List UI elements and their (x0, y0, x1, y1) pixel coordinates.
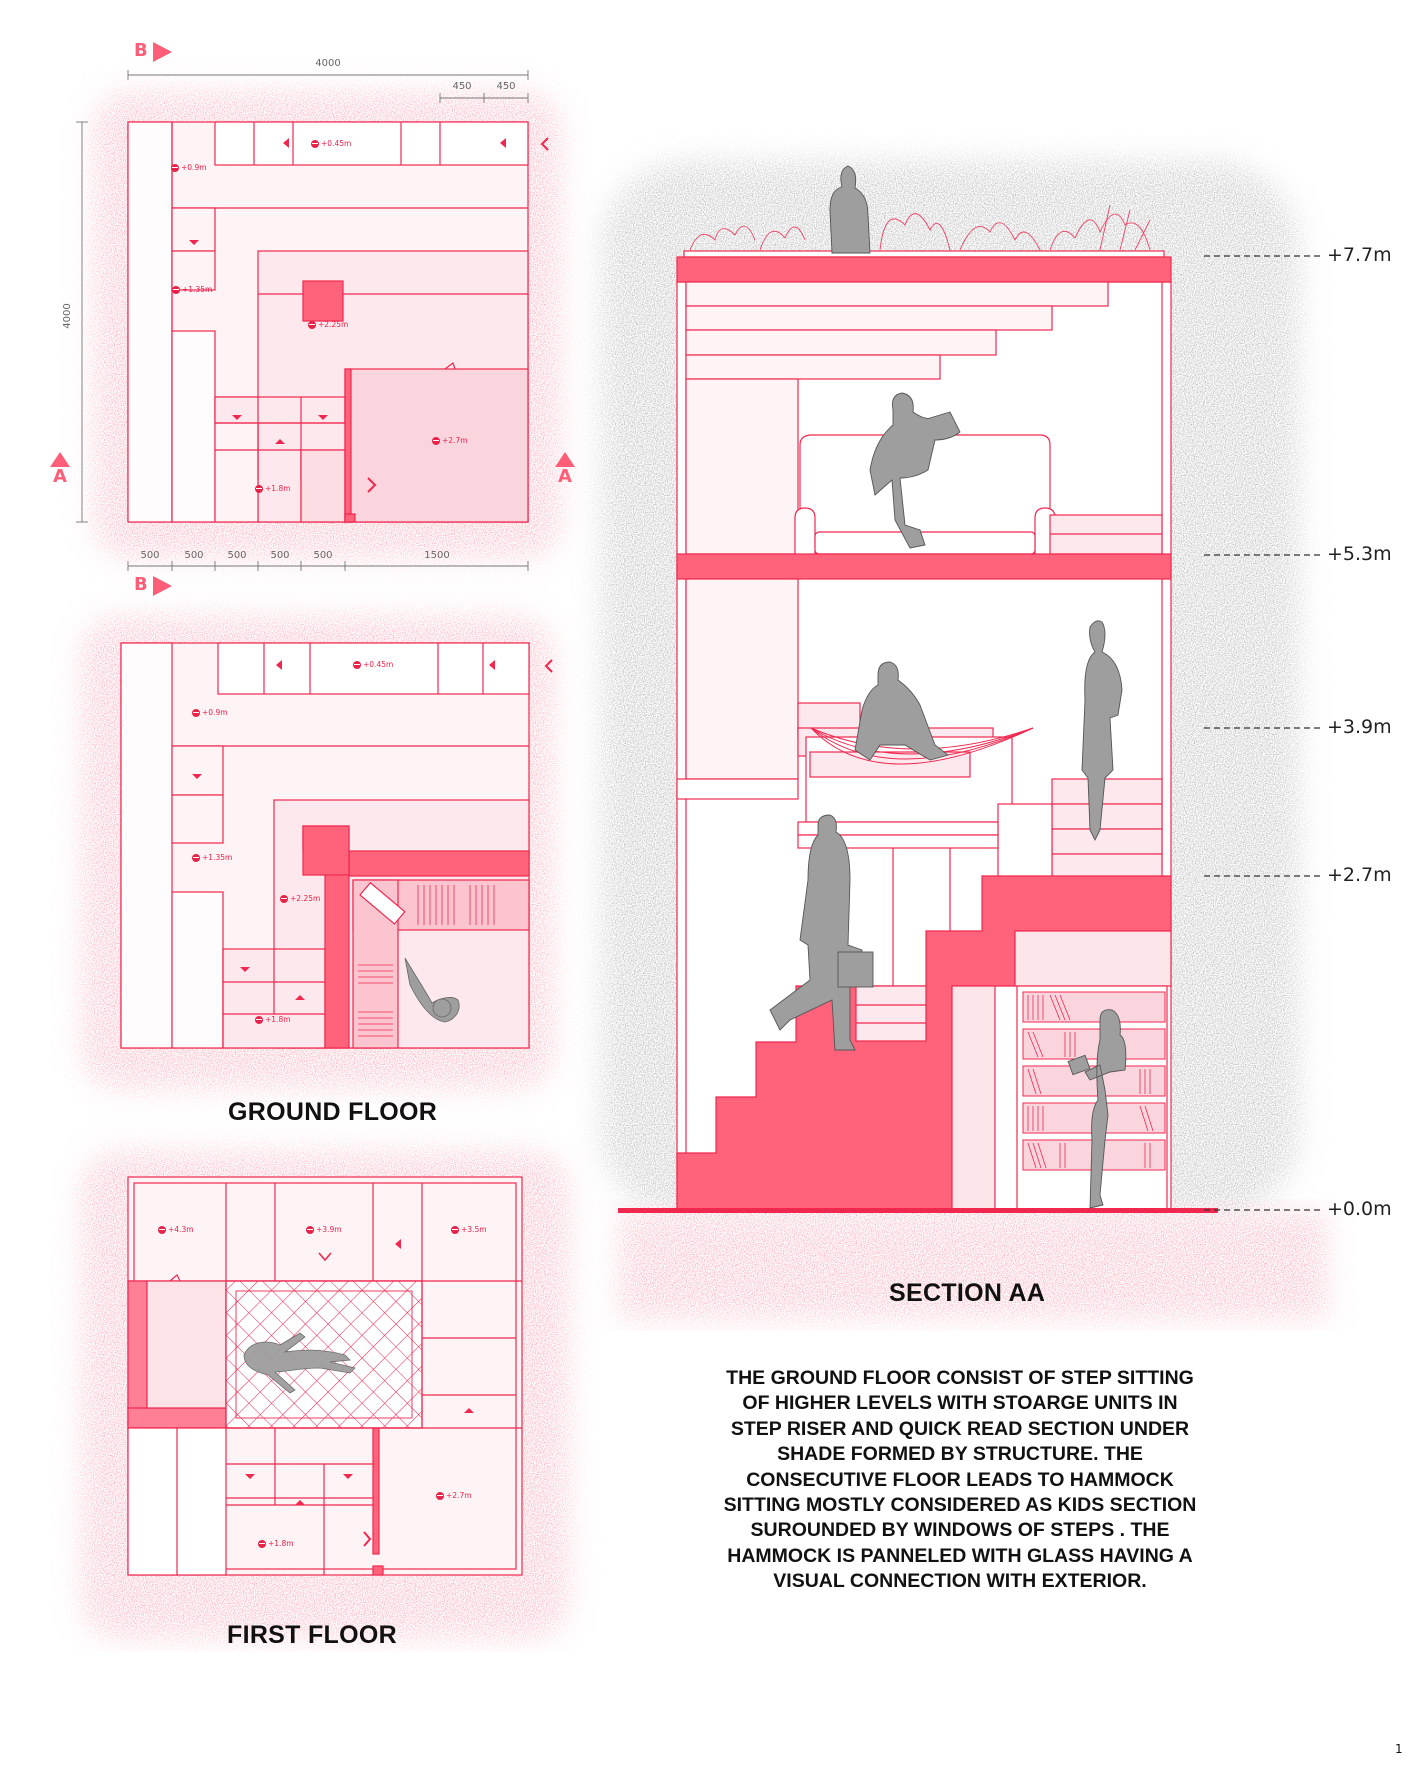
elevation-tag: +0.9m (192, 708, 228, 717)
level-label-3-9: +3.9m (1327, 716, 1392, 738)
level-marker-icon (432, 437, 440, 445)
elevation-tag: +0.45m (311, 139, 351, 148)
level-marker-icon (451, 1226, 459, 1234)
elevation-tag: +3.9m (306, 1225, 342, 1234)
section-marker-a-left: A (53, 466, 67, 487)
level-marker-icon (258, 1540, 266, 1548)
level-marker-icon (192, 709, 200, 717)
level-marker-icon (306, 1226, 314, 1234)
level-label-7-7: +7.7m (1327, 244, 1392, 266)
section-marker-a-right: A (558, 466, 572, 487)
elevation-tag: +2.25m (280, 894, 320, 903)
elevation-tag: +0.9m (171, 163, 207, 172)
dimension-left-overall: 4000 (62, 303, 73, 329)
level-marker-icon (280, 895, 288, 903)
level-marker-icon (172, 286, 180, 294)
first-floor-title: FIRST FLOOR (227, 1621, 397, 1649)
elevation-tag: +1.35m (192, 853, 232, 862)
dimension-bottom-4: 500 (270, 550, 290, 561)
dimension-top-overall: 4000 (315, 58, 341, 69)
description-paragraph: THE GROUND FLOOR CONSIST OF STEP SITTING OF HIGHER LEVELS WITH STOARGE UNITS IN STEP RISER AND QUICK READ SECTION UNDER SHADE FORMED BY STRUCTURE. THE CONSECUTIVE FLOOR LEADS TO HAMMOCK SITTING MOSTLY CONSIDERED AS KIDS SECTION SUROUNDED BY WINDOWS OF STEPS . THE HAMMOCK IS PANNELED WITH GLASS HAVING A VISUAL CONNECTION WITH EXTERIOR. (723, 1367, 1197, 1593)
elevation-tag: +0.45m (353, 660, 393, 669)
elevation-tag: +2.7m (432, 436, 468, 445)
section-marker-b-top: B (134, 40, 148, 61)
elevation-tag: +2.25m (308, 320, 348, 329)
level-marker-icon (436, 1492, 444, 1500)
level-marker-icon (308, 321, 316, 329)
dimension-bottom-5: 500 (313, 550, 333, 561)
elevation-tag: +2.7m (436, 1491, 472, 1500)
level-marker-icon (255, 1016, 263, 1024)
elevation-tag: +1.8m (255, 1015, 291, 1024)
level-marker-icon (158, 1226, 166, 1234)
level-label-0-0: +0.0m (1327, 1198, 1392, 1220)
level-marker-icon (192, 854, 200, 862)
level-label-2-7: +2.7m (1327, 864, 1392, 886)
dimension-top-sub-2: 450 (496, 81, 516, 92)
plan-ground-floor (121, 643, 552, 1048)
level-marker-icon (171, 164, 179, 172)
elevation-tag: +1.8m (258, 1539, 294, 1548)
dimension-bottom-2: 500 (184, 550, 204, 561)
dimension-bottom-3: 500 (227, 550, 247, 561)
elevation-tag: +1.8m (255, 484, 291, 493)
ground-floor-title: GROUND FLOOR (228, 1098, 438, 1126)
elevation-tag: +4.3m (158, 1225, 194, 1234)
briefcase (838, 952, 873, 987)
elevation-tag: +1.35m (172, 285, 212, 294)
level-marker-icon (353, 661, 361, 669)
plan-first-floor (128, 1177, 522, 1575)
level-marker-icon (255, 485, 263, 493)
section-marker-b-bottom: B (134, 574, 148, 595)
dimension-bottom-6: 1500 (424, 550, 450, 561)
level-label-5-3: +5.3m (1327, 543, 1392, 565)
elevation-tag: +3.5m (451, 1225, 487, 1234)
dimension-bottom-1: 500 (140, 550, 160, 561)
section-aa-title: SECTION AA (889, 1279, 1046, 1307)
level-marker-icon (311, 140, 319, 148)
dimension-top-sub-1: 450 (452, 81, 472, 92)
page-number: 1 (1395, 1742, 1403, 1756)
